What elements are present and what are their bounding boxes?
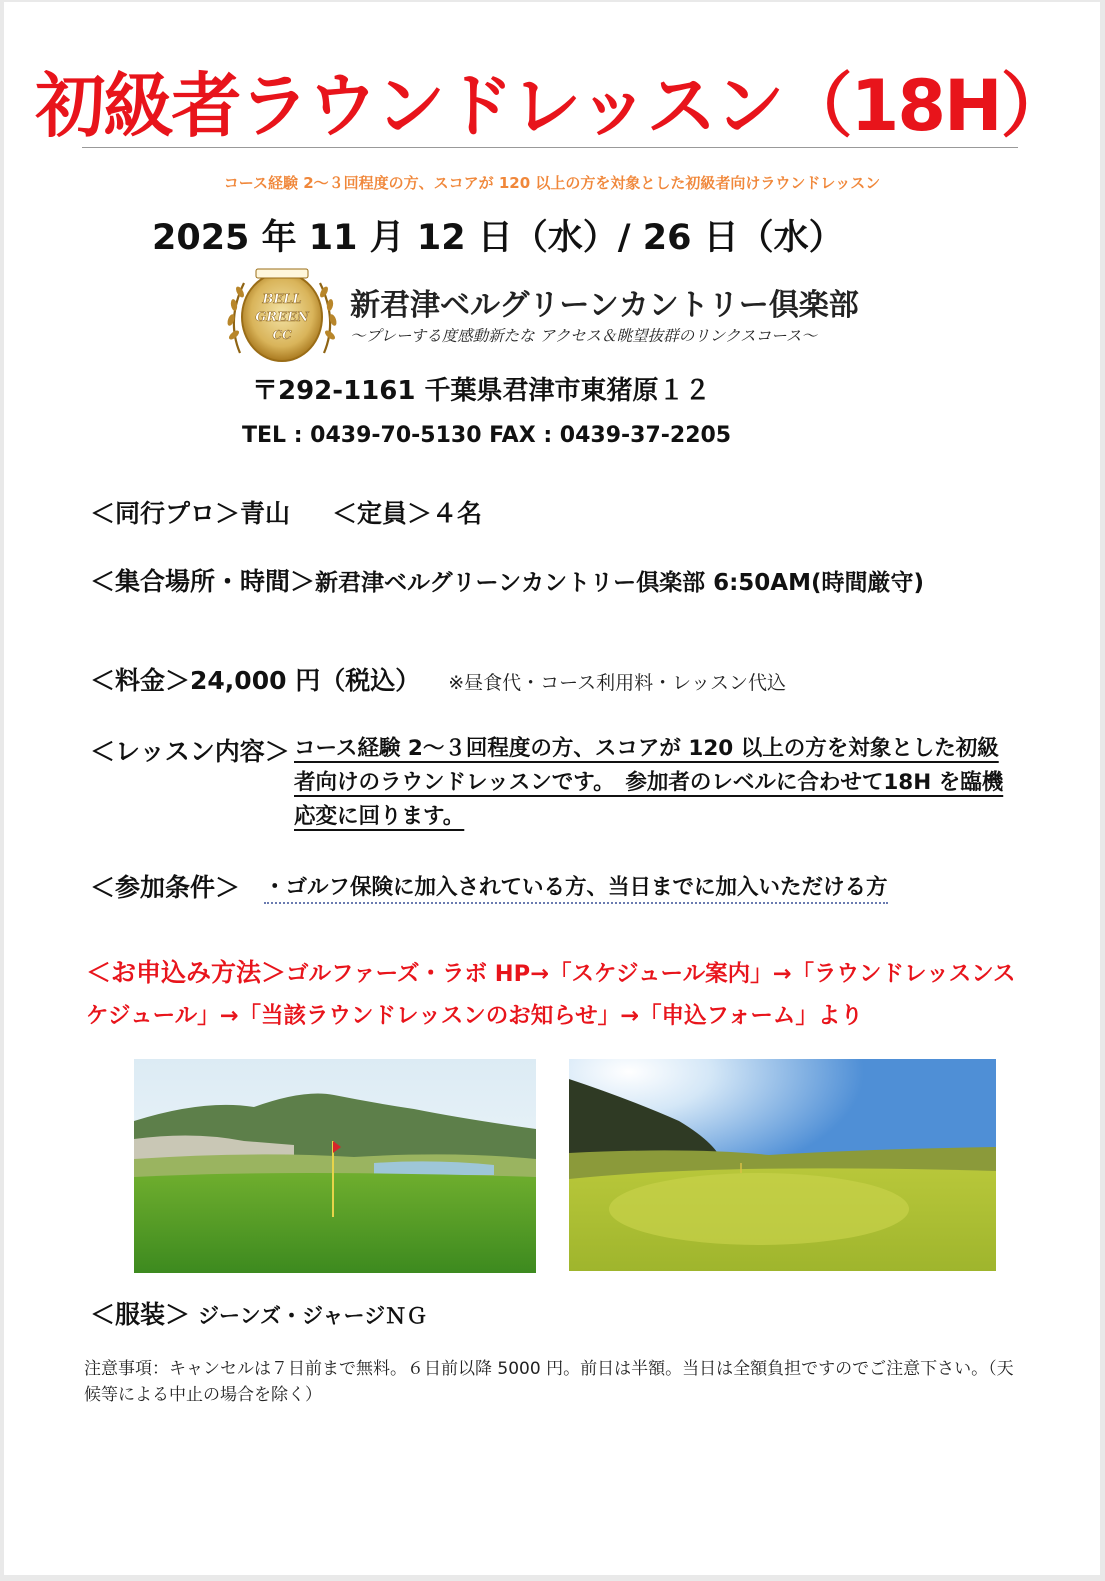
condition-label: ＜参加条件＞ bbox=[90, 873, 241, 902]
golf-course-photo-1 bbox=[134, 1059, 536, 1273]
pro-capacity-row bbox=[90, 494, 482, 530]
pro-value: 青山 bbox=[240, 499, 291, 528]
condition-value: ・ゴルフ保険に加入されている方、当日までに加入いただける方 bbox=[264, 870, 888, 904]
flyer-page bbox=[4, 2, 1100, 1575]
fee-value: 24,000 円（税込） bbox=[190, 666, 421, 695]
meeting-row bbox=[90, 562, 924, 598]
capacity-label: ＜定員＞ bbox=[332, 499, 433, 528]
meeting-value: 新君津ベルグリーンカントリー倶楽部 6:50AM(時間厳守) bbox=[315, 570, 925, 596]
apply-value: ゴルファーズ・ラボ HP→「スケジュール案内」→「ラウンドレッスンスケジュール」→「当該ラウンドレッスンのお知らせ」→「申込フォーム」より bbox=[86, 961, 1016, 1029]
fee-row bbox=[90, 661, 786, 697]
dress-code-row bbox=[90, 1295, 427, 1331]
club-logo bbox=[222, 265, 342, 365]
subtitle: コース経験 2～３回程度の方、スコアが 120 以上の方を対象とした初級者向けラウンドレッスン bbox=[223, 174, 881, 192]
lesson-description bbox=[294, 732, 1006, 834]
club-tagline: ～プレーする度感動新たな アクセス＆眺望抜群のリンクスコース～ bbox=[350, 327, 817, 345]
title-divider bbox=[82, 147, 1018, 148]
logo-text-green: GREEN bbox=[255, 310, 309, 325]
lesson-label: ＜レッスン内容＞ bbox=[90, 737, 290, 766]
capacity-value: ４名 bbox=[432, 499, 483, 528]
logo-text-cc: CC bbox=[272, 328, 292, 342]
logo-text-bell: BELL bbox=[262, 292, 302, 307]
club-phone-fax: TEL : 0439-70-5130 FAX : 0439-37-2205 bbox=[242, 423, 732, 448]
event-date: 2025 年 11 月 12 日（水）/ 26 日（水） bbox=[152, 218, 844, 258]
page-title: 初級者ラウンドレッスン（18H） bbox=[35, 65, 1069, 147]
lesson-value: コース経験 2～３回程度の方、スコアが 120 以上の方を対象とした初級者向けのラウンドレッスンです。 参加者のレベルに合わせて18H を臨機応変に回ります。 bbox=[294, 736, 1004, 829]
golf-course-photo-2 bbox=[569, 1059, 996, 1271]
pro-label: ＜同行プロ＞ bbox=[90, 499, 241, 528]
cancellation-notice: 注意事項：キャンセルは７日前まで無料。６日前以降 5000 円。前日は半額。当日は全額負担ですのでご注意下さい。（天候等による中止の場合を除く） bbox=[84, 1359, 1014, 1405]
dress-value: ジーンズ・ジャージＮＧ bbox=[198, 1304, 428, 1328]
application-method bbox=[86, 952, 1026, 1037]
meeting-label: ＜集合場所・時間＞ bbox=[90, 567, 316, 596]
fee-note: ※昼食代・コース利用料・レッスン代込 bbox=[448, 672, 786, 694]
dress-label: ＜服装＞ bbox=[90, 1300, 191, 1329]
club-address: 〒292-1161 千葉県君津市東猪原１２ bbox=[252, 376, 711, 406]
fee-label: ＜料金＞ bbox=[90, 666, 191, 695]
club-name: 新君津ベルグリーンカントリー倶楽部 bbox=[350, 288, 859, 323]
apply-label: ＜お申込み方法＞ bbox=[86, 958, 287, 987]
